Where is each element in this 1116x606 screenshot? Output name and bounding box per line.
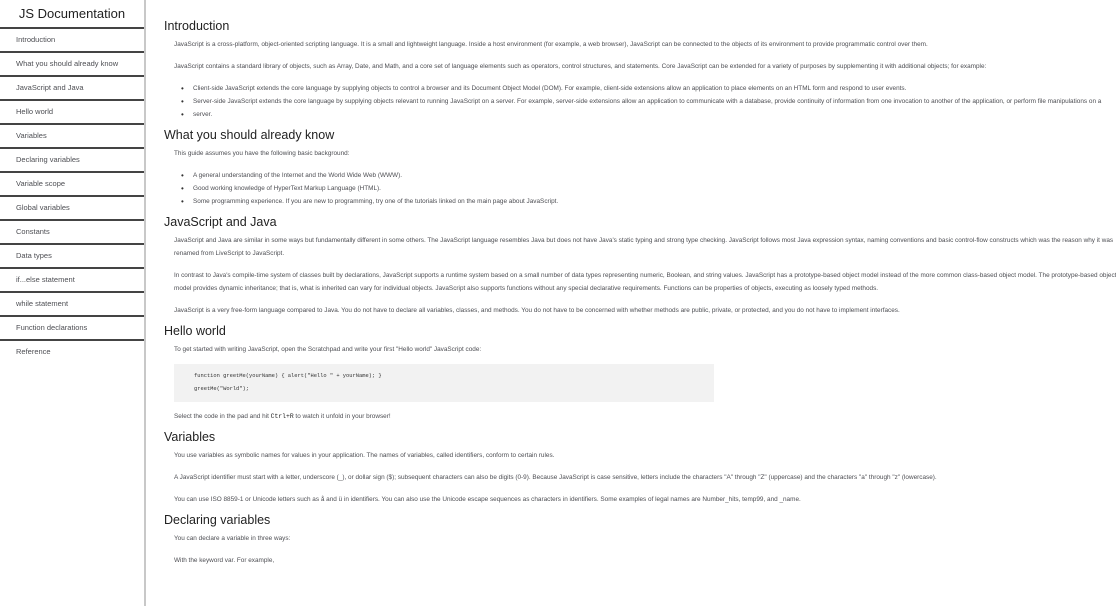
list-item: • Some programming experience. If you are new to programming, try one of the tutorials linked on the main page about JavaScript.: [193, 195, 728, 208]
nav-link-javascript-and-java[interactable]: JavaScript and Java: [0, 77, 144, 101]
text: Select the code in the pad and hit: [174, 413, 271, 420]
paragraph: You use variables as symbolic names for values in your application. The names of variables, called identifiers, conform to certain rules.: [174, 452, 555, 459]
section-introduction: [164, 14, 1102, 121]
list-item: • Good working knowledge of HyperText Markup Language (HTML).: [193, 182, 728, 195]
section-title: Introduction: [164, 19, 230, 33]
paragraph: A JavaScript identifier must start with a letter, underscore (_), or dollar sign ($); subsequent characters can also be digits (0-9). Because JavaScript is case sensitive, letters include the characters "A" through "Z" (uppercase) and the characters "a" through "z" (lowercase).: [174, 474, 937, 481]
section-title: Variables: [164, 430, 216, 444]
nav-link-hello-world[interactable]: Hello world: [0, 101, 144, 125]
nav-link-constants[interactable]: Constants: [0, 221, 144, 245]
nav-link-if-else-statement[interactable]: if...else statement: [0, 269, 144, 293]
navbar: [0, 0, 146, 606]
paragraph: JavaScript is a cross-platform, object-oriented scripting language. It is a small and lightweight language. Inside a host environment (for example, a web browser), JavaScript can be connected to the objects of its environment to provide programmatic control over them.: [174, 41, 928, 48]
section-title: Declaring variables: [164, 513, 271, 527]
list-item: • Server-side JavaScript extends the core language by supplying objects relevant to running JavaScript on a server. For example, server-side extensions allow an application to communicate with a database, provide continuity of information from one invocation to another of the application, or perform file manipulations on a: [193, 95, 728, 108]
nav-link-reference[interactable]: Reference: [16, 347, 51, 356]
paragraph: You can use ISO 8859-1 or Unicode letters such as å and ü in identifiers. You can also use the Unicode escape sequences as characters in identifiers. Some examples of legal names are Number_hits, temp99, and _name.: [174, 496, 801, 503]
section-title: Hello world: [164, 324, 226, 338]
main-doc: [164, 0, 1116, 606]
nav-link-global-variables[interactable]: Global variables: [0, 197, 144, 221]
paragraph: JavaScript is a very free-form language compared to Java. You do not have to declare all variables, classes, and methods. You do not have to be concerned with whether methods are public, private, or protected, and you do not have to implement interfaces.: [174, 307, 900, 314]
paragraph: [164, 410, 728, 423]
nav-link-while-statement[interactable]: while statement: [0, 293, 144, 317]
section-title: What you should already know: [164, 128, 335, 142]
nav-link-declaring-variables[interactable]: Declaring variables: [0, 149, 144, 173]
nav-link-function-declarations[interactable]: Function declarations: [0, 317, 144, 341]
code-line: function greetMe(yourName) { alert("Hello " + yourName); }: [194, 373, 382, 379]
code-line: greetMe("World");: [194, 386, 249, 392]
keyboard-shortcut: Ctrl+R: [270, 413, 294, 420]
list-item: • A general understanding of the Internet and the World Wide Web (WWW).: [193, 169, 728, 182]
paragraph: To get started with writing JavaScript, open the Scratchpad and write your first "Hello world" JavaScript code:: [174, 346, 482, 353]
navbar-title: JS Documentation: [0, 0, 144, 29]
paragraph-continuation: model provides dynamic inheritance; that is, what is inherited can vary for individual objects. JavaScript also supports functions without any special declarative requirements. Functions can be properties of objects, executing as loosely typed methods.: [174, 285, 879, 292]
list-item: • Client-side JavaScript extends the core language by supplying objects to control a browser and its Document Object Model (DOM). For example, client-side extensions allow an application to place elements on an HTML form and respond to user events.: [193, 82, 728, 95]
nav-link-what-you-should-already-know[interactable]: What you should already know: [0, 53, 144, 77]
nav-link-variable-scope[interactable]: Variable scope: [0, 173, 144, 197]
section-title: JavaScript and Java: [164, 215, 277, 229]
section-declaring-variables: [164, 508, 728, 567]
paragraph: JavaScript and Java are similar in some ways but fundamentally different in some others. The JavaScript language resembles Java but does not have Java's static typing and strong type checking. JavaScript follows most Java expression syntax, naming conventions and basic control-flow constructs which was the reason why it was: [174, 237, 1114, 244]
paragraph-continuation: renamed from LiveScript to JavaScript.: [174, 250, 285, 257]
section-javascript-and-java: [164, 210, 1116, 317]
bullet-list: [164, 82, 1102, 121]
nav-link-variables[interactable]: Variables: [0, 125, 144, 149]
code-block[interactable]: [174, 364, 714, 402]
paragraph: JavaScript contains a standard library of objects, such as Array, Date, and Math, and a core set of language elements such as operators, control structures, and statements. Core JavaScript can be extended for a variety of purposes by supplementing it with additional objects; for example:: [174, 63, 987, 70]
bullet-list: [164, 169, 728, 208]
nav-link-data-types[interactable]: Data types: [0, 245, 144, 269]
section-variables: [164, 425, 937, 506]
paragraph: With the keyword var. For example,: [174, 557, 275, 564]
section-what-you-should-already-know: [164, 123, 728, 208]
text: to watch it unfold in your browser!: [293, 413, 391, 420]
paragraph: This guide assumes you have the following basic background:: [174, 150, 350, 157]
list-item-continuation: • server.: [193, 108, 728, 121]
paragraph: You can declare a variable in three ways:: [174, 535, 291, 542]
section-hello-world: [164, 319, 728, 423]
nav-link-introduction[interactable]: Introduction: [0, 29, 144, 53]
paragraph: In contrast to Java's compile-time system of classes built by declarations, JavaScript supports a runtime system based on a small number of data types representing numeric, Boolean, and string values. JavaScript has a prototype-based object model instead of the more common class-based object model. The prototype-based object: [174, 272, 1116, 279]
